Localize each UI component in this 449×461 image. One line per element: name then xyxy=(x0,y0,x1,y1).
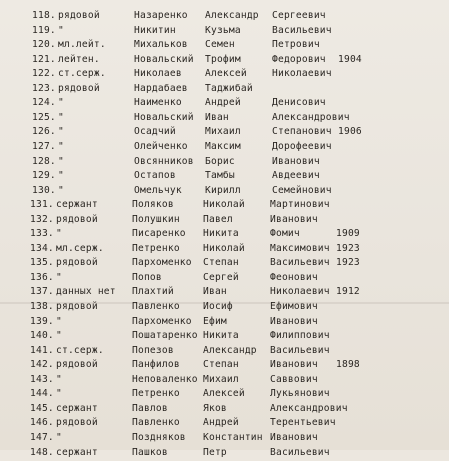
row-first-name: Яков xyxy=(203,402,227,414)
row-rank: сержант xyxy=(56,199,98,211)
row-rank: " xyxy=(58,140,64,152)
row-last-name: Никитин xyxy=(134,24,176,36)
row-first-name: Михаил xyxy=(205,126,241,138)
row-last-name: Неповаленко xyxy=(132,373,198,385)
row-patronymic: Александрович xyxy=(270,402,348,414)
row-patronymic: Феонович xyxy=(270,271,318,283)
row-last-name: Пашков xyxy=(132,446,168,458)
row-rank: рядовой xyxy=(56,359,98,371)
row-number: 123. xyxy=(32,82,56,94)
row-number: 127. xyxy=(32,140,56,152)
row-birth-year: 1909 xyxy=(336,228,360,240)
row-patronymic: Иванович xyxy=(272,155,320,167)
row-last-name: Петренко xyxy=(132,388,180,400)
row-last-name: Пархоменко xyxy=(132,315,192,327)
row-first-name: Кузьма xyxy=(205,24,241,36)
row-last-name: Остапов xyxy=(134,170,176,182)
row-first-name: Борис xyxy=(205,155,235,167)
row-last-name: Павленко xyxy=(132,301,180,312)
row-last-name: Попезов xyxy=(132,344,174,356)
row-number: 144. xyxy=(30,388,54,400)
row-first-name: Андрей xyxy=(205,97,241,109)
row-last-name: Павлов xyxy=(132,402,168,414)
row-number: 130. xyxy=(32,184,56,196)
row-first-name: Алексей xyxy=(205,68,247,80)
row-patronymic: Федорович xyxy=(272,53,326,65)
row-last-name: Писаренко xyxy=(132,228,186,240)
row-number: 143. xyxy=(30,373,54,385)
row-last-name: Пошатаренко xyxy=(132,330,198,342)
row-last-name: Овсянников xyxy=(134,155,194,167)
row-rank: сержант xyxy=(56,402,98,414)
row-number: 125. xyxy=(32,111,56,123)
row-rank: " xyxy=(58,126,64,138)
row-rank: мл.лейт. xyxy=(58,39,106,51)
row-first-name: Алексей xyxy=(203,388,245,400)
row-rank: " xyxy=(56,228,62,240)
row-last-name: Осадчий xyxy=(134,126,176,138)
row-patronymic: Петрович xyxy=(272,39,320,51)
row-patronymic: Авдеевич xyxy=(272,170,320,182)
row-rank: мл.серж. xyxy=(56,242,104,254)
row-last-name: Поздняков xyxy=(132,431,186,443)
row-number: 139. xyxy=(30,315,54,327)
row-first-name: Петр xyxy=(203,446,227,458)
row-first-name: Иван xyxy=(203,286,227,298)
row-patronymic: Николаевич xyxy=(270,286,330,298)
row-patronymic: Терентьевич xyxy=(270,417,336,429)
row-last-name: Николаев xyxy=(134,68,182,80)
row-rank: сержант xyxy=(56,446,98,458)
row-last-name: Назаренко xyxy=(134,10,188,21)
row-last-name: Нардабаев xyxy=(134,82,188,94)
row-first-name: Семен xyxy=(205,39,235,51)
row-number: 147. xyxy=(30,431,54,443)
row-patronymic: Фомич xyxy=(270,228,300,240)
row-number: 128. xyxy=(32,155,56,167)
row-rank: данных нет xyxy=(56,286,116,298)
row-rank: ст.серж. xyxy=(56,344,104,356)
row-patronymic: Васильевич xyxy=(270,446,330,458)
row-patronymic: Денисович xyxy=(272,97,326,109)
row-first-name: Кирилл xyxy=(205,184,241,196)
row-last-name: Олейченко xyxy=(134,140,188,152)
row-patronymic: Лукьянович xyxy=(270,388,330,400)
row-first-name: Степан xyxy=(203,359,239,371)
row-first-name: Николай xyxy=(203,199,245,211)
row-patronymic: Васильевич xyxy=(270,257,330,269)
row-first-name: Константин xyxy=(203,431,263,443)
row-rank: " xyxy=(56,330,62,342)
row-rank: рядовой xyxy=(56,417,98,429)
row-patronymic: Филиппович xyxy=(270,330,330,342)
row-first-name: Степан xyxy=(203,257,239,269)
row-last-name: Панфилов xyxy=(132,359,180,371)
row-rank: " xyxy=(58,24,64,36)
row-patronymic: Александрович xyxy=(272,111,350,123)
row-rank: рядовой xyxy=(56,213,98,225)
row-rank: " xyxy=(56,373,62,385)
row-first-name: Николай xyxy=(203,242,245,254)
row-birth-year: 1912 xyxy=(336,286,360,298)
row-rank: " xyxy=(56,388,62,400)
row-rank: " xyxy=(58,97,64,109)
row-number: 126. xyxy=(32,126,56,138)
row-patronymic: Саввович xyxy=(270,373,318,385)
row-last-name: Попов xyxy=(132,271,162,283)
row-patronymic: Иванович xyxy=(270,431,318,443)
row-patronymic: Степанович xyxy=(272,126,332,138)
row-number: 134. xyxy=(30,242,54,254)
row-patronymic: Семейнович xyxy=(272,184,332,196)
row-number: 148. xyxy=(30,446,54,458)
row-last-name: Новальский xyxy=(134,111,194,123)
row-number: 133. xyxy=(30,228,54,240)
row-number: 120. xyxy=(32,39,56,51)
row-number: 121. xyxy=(32,53,56,65)
row-number: 129. xyxy=(32,170,56,182)
row-last-name: Омельчук xyxy=(134,184,182,196)
row-number: 146. xyxy=(30,417,54,429)
row-number: 135. xyxy=(30,257,54,269)
row-first-name: Иван xyxy=(205,111,229,123)
row-last-name: Плахтий xyxy=(132,286,174,298)
row-first-name: Максим xyxy=(205,140,241,152)
row-rank: " xyxy=(58,155,64,167)
row-number: 124. xyxy=(32,97,56,109)
row-patronymic: Николаевич xyxy=(272,68,332,80)
row-number: 118. xyxy=(32,10,56,21)
row-birth-year: 1904 xyxy=(338,53,362,65)
row-number: 142. xyxy=(30,359,54,371)
row-number: 137. xyxy=(30,286,54,298)
row-number: 140. xyxy=(30,330,54,342)
row-last-name: Пархоменко xyxy=(132,257,192,269)
row-first-name: Михаил xyxy=(203,373,239,385)
row-last-name: Поляков xyxy=(132,199,174,211)
row-rank: " xyxy=(56,315,62,327)
row-last-name: Павленко xyxy=(132,417,180,429)
row-rank: " xyxy=(58,170,64,182)
row-first-name: Павел xyxy=(203,213,233,225)
row-last-name: Полушкин xyxy=(132,213,180,225)
row-birth-year: 1898 xyxy=(336,359,360,371)
row-patronymic: Ефимович xyxy=(270,301,318,312)
row-number: 141. xyxy=(30,344,54,356)
row-number: 122. xyxy=(32,68,56,80)
row-first-name: Тамбы xyxy=(205,170,235,182)
row-number: 145. xyxy=(30,402,54,414)
row-rank: " xyxy=(56,271,62,283)
row-birth-year: 1923 xyxy=(336,242,360,254)
row-last-name: Новальский xyxy=(134,53,194,65)
row-rank: " xyxy=(58,184,64,196)
row-first-name: Таджибай xyxy=(205,82,253,94)
row-number: 136. xyxy=(30,271,54,283)
row-number: 131. xyxy=(30,199,54,211)
row-first-name: Сергей xyxy=(203,271,239,283)
row-last-name: Михальков xyxy=(134,39,188,51)
row-patronymic: Сергеевич xyxy=(272,10,326,21)
row-number: 119. xyxy=(32,24,56,36)
row-patronymic: Иванович xyxy=(270,315,318,327)
row-patronymic: Васильевич xyxy=(272,24,332,36)
row-first-name: Трофим xyxy=(205,53,241,65)
row-last-name: Наименко xyxy=(134,97,182,109)
row-rank: рядовой xyxy=(56,301,98,312)
row-rank: рядовой xyxy=(58,10,100,21)
row-number: 138. xyxy=(30,301,54,312)
row-patronymic: Васильевич xyxy=(270,344,330,356)
row-first-name: Никита xyxy=(203,228,239,240)
row-patronymic: Иванович xyxy=(270,213,318,225)
row-rank: рядовой xyxy=(56,257,98,269)
row-first-name: Александр xyxy=(205,10,259,21)
row-rank: " xyxy=(56,431,62,443)
row-patronymic: Мартинович xyxy=(270,199,330,211)
row-first-name: Иосиф xyxy=(203,301,233,312)
row-first-name: Ефим xyxy=(203,315,227,327)
row-patronymic: Максимович xyxy=(270,242,330,254)
row-rank: ст.серж. xyxy=(58,68,106,80)
row-birth-year: 1923 xyxy=(336,257,360,269)
row-patronymic: Иванович xyxy=(270,359,318,371)
row-birth-year: 1906 xyxy=(338,126,362,138)
row-first-name: Александр xyxy=(203,344,257,356)
row-last-name: Петренко xyxy=(132,242,180,254)
row-patronymic: Дорофеевич xyxy=(272,140,332,152)
row-rank: рядовой xyxy=(58,82,100,94)
row-first-name: Андрей xyxy=(203,417,239,429)
row-rank: " xyxy=(58,111,64,123)
row-number: 132. xyxy=(30,213,54,225)
list-item xyxy=(0,445,447,461)
row-rank: лейтен. xyxy=(58,53,100,65)
row-first-name: Никита xyxy=(203,330,239,342)
